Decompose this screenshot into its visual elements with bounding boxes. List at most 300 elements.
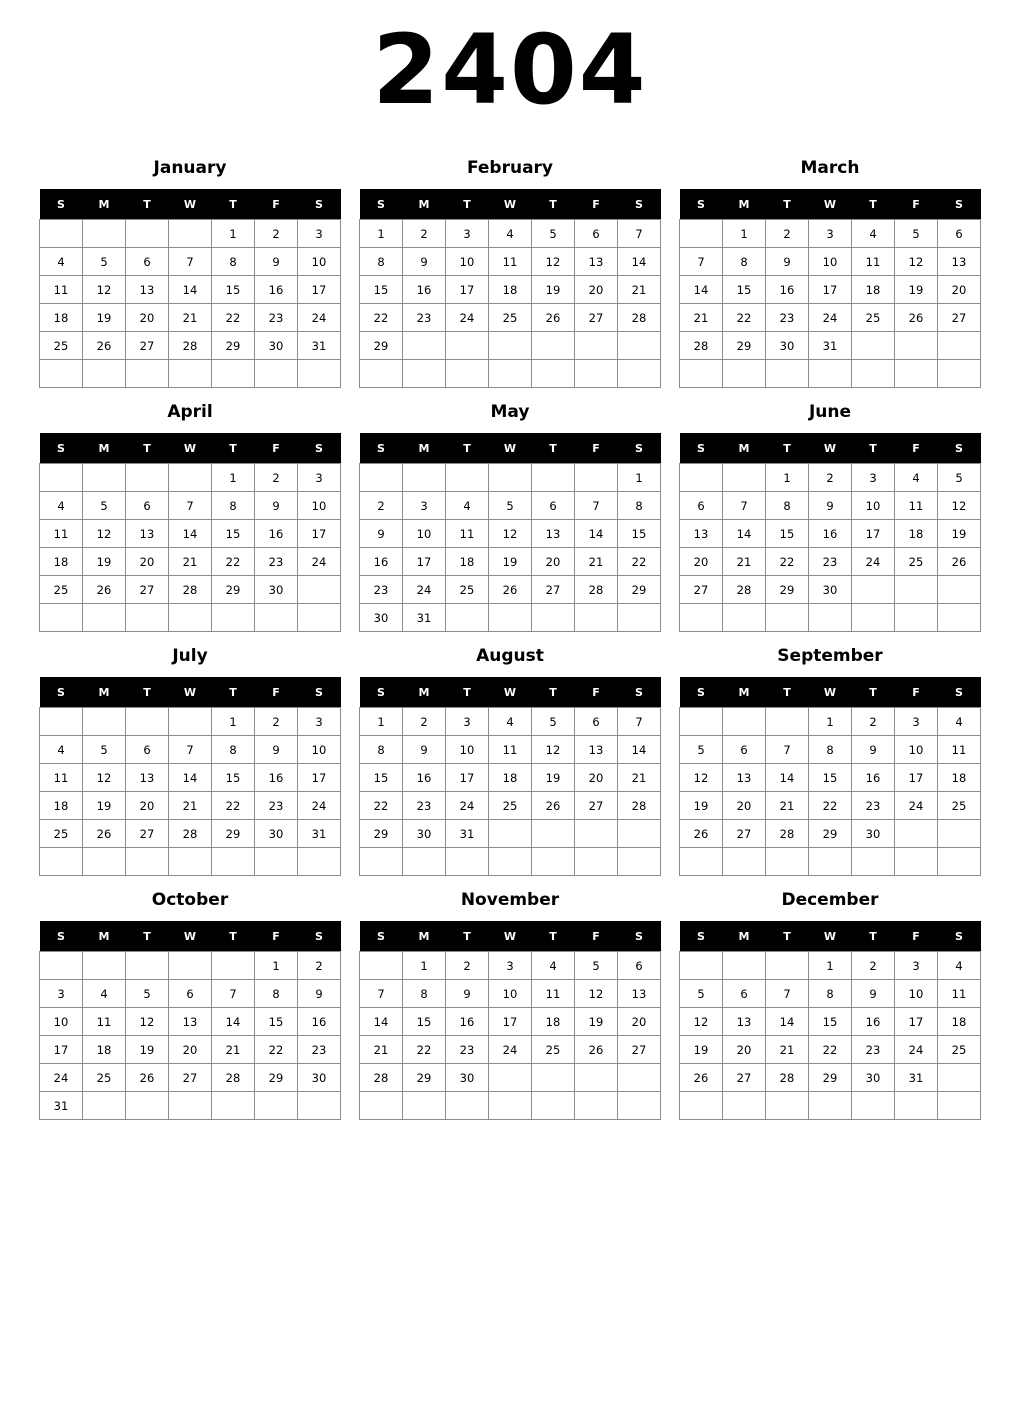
day-cell[interactable]: 6: [575, 220, 618, 248]
day-cell[interactable]: 14: [680, 276, 723, 304]
day-cell[interactable]: 18: [40, 304, 83, 332]
day-cell[interactable]: 7: [618, 708, 661, 736]
day-cell[interactable]: 4: [852, 220, 895, 248]
day-cell[interactable]: 24: [489, 1036, 532, 1064]
day-cell[interactable]: 29: [212, 332, 255, 360]
day-cell[interactable]: 18: [83, 1036, 126, 1064]
day-cell[interactable]: 16: [298, 1008, 341, 1036]
day-cell[interactable]: 25: [40, 820, 83, 848]
day-cell[interactable]: 19: [575, 1008, 618, 1036]
day-cell[interactable]: 27: [618, 1036, 661, 1064]
day-cell[interactable]: 12: [489, 520, 532, 548]
day-cell[interactable]: 11: [938, 980, 981, 1008]
day-cell[interactable]: 28: [618, 792, 661, 820]
day-cell[interactable]: 8: [255, 980, 298, 1008]
day-cell[interactable]: 21: [766, 1036, 809, 1064]
day-cell[interactable]: 26: [532, 792, 575, 820]
day-cell[interactable]: 11: [40, 520, 83, 548]
day-cell[interactable]: 20: [169, 1036, 212, 1064]
day-cell[interactable]: 8: [403, 980, 446, 1008]
day-cell[interactable]: 13: [126, 276, 169, 304]
day-cell[interactable]: 3: [40, 980, 83, 1008]
day-cell[interactable]: 21: [766, 792, 809, 820]
day-cell[interactable]: 8: [809, 980, 852, 1008]
day-cell[interactable]: 2: [446, 952, 489, 980]
day-cell[interactable]: 12: [895, 248, 938, 276]
day-cell[interactable]: 1: [360, 220, 403, 248]
day-cell[interactable]: 13: [723, 1008, 766, 1036]
day-cell[interactable]: 7: [169, 736, 212, 764]
day-cell[interactable]: 3: [895, 708, 938, 736]
day-cell[interactable]: 12: [532, 248, 575, 276]
day-cell[interactable]: 2: [360, 492, 403, 520]
day-cell[interactable]: 7: [212, 980, 255, 1008]
day-cell[interactable]: 14: [360, 1008, 403, 1036]
day-cell[interactable]: 8: [809, 736, 852, 764]
day-cell[interactable]: 2: [403, 220, 446, 248]
day-cell[interactable]: 18: [446, 548, 489, 576]
day-cell[interactable]: 1: [809, 952, 852, 980]
day-cell[interactable]: 11: [40, 276, 83, 304]
day-cell[interactable]: 18: [489, 764, 532, 792]
day-cell[interactable]: 3: [298, 464, 341, 492]
day-cell[interactable]: 28: [766, 820, 809, 848]
day-cell[interactable]: 22: [212, 304, 255, 332]
day-cell[interactable]: 12: [575, 980, 618, 1008]
day-cell[interactable]: 17: [298, 764, 341, 792]
day-cell[interactable]: 29: [255, 1064, 298, 1092]
day-cell[interactable]: 13: [723, 764, 766, 792]
day-cell[interactable]: 15: [809, 764, 852, 792]
day-cell[interactable]: 13: [169, 1008, 212, 1036]
day-cell[interactable]: 8: [360, 736, 403, 764]
day-cell[interactable]: 7: [766, 980, 809, 1008]
day-cell[interactable]: 31: [40, 1092, 83, 1120]
day-cell[interactable]: 14: [618, 248, 661, 276]
day-cell[interactable]: 21: [212, 1036, 255, 1064]
day-cell[interactable]: 5: [532, 220, 575, 248]
day-cell[interactable]: 17: [446, 276, 489, 304]
day-cell[interactable]: 29: [212, 820, 255, 848]
day-cell[interactable]: 11: [489, 736, 532, 764]
day-cell[interactable]: 15: [723, 276, 766, 304]
day-cell[interactable]: 11: [938, 736, 981, 764]
day-cell[interactable]: 22: [403, 1036, 446, 1064]
day-cell[interactable]: 5: [83, 492, 126, 520]
day-cell[interactable]: 2: [298, 952, 341, 980]
day-cell[interactable]: 16: [255, 520, 298, 548]
day-cell[interactable]: 3: [852, 464, 895, 492]
day-cell[interactable]: 1: [766, 464, 809, 492]
day-cell[interactable]: 15: [212, 520, 255, 548]
day-cell[interactable]: 19: [489, 548, 532, 576]
day-cell[interactable]: 17: [895, 764, 938, 792]
day-cell[interactable]: 30: [403, 820, 446, 848]
day-cell[interactable]: 17: [809, 276, 852, 304]
day-cell[interactable]: 29: [403, 1064, 446, 1092]
day-cell[interactable]: 24: [446, 792, 489, 820]
day-cell[interactable]: 28: [766, 1064, 809, 1092]
day-cell[interactable]: 6: [126, 248, 169, 276]
day-cell[interactable]: 29: [212, 576, 255, 604]
day-cell[interactable]: 28: [169, 332, 212, 360]
day-cell[interactable]: 10: [298, 248, 341, 276]
day-cell[interactable]: 19: [680, 1036, 723, 1064]
day-cell[interactable]: 29: [360, 820, 403, 848]
day-cell[interactable]: 20: [126, 792, 169, 820]
day-cell[interactable]: 13: [126, 764, 169, 792]
day-cell[interactable]: 25: [532, 1036, 575, 1064]
day-cell[interactable]: 19: [83, 792, 126, 820]
day-cell[interactable]: 7: [169, 248, 212, 276]
day-cell[interactable]: 25: [852, 304, 895, 332]
day-cell[interactable]: 5: [680, 736, 723, 764]
day-cell[interactable]: 18: [938, 764, 981, 792]
day-cell[interactable]: 6: [723, 736, 766, 764]
day-cell[interactable]: 5: [895, 220, 938, 248]
day-cell[interactable]: 15: [212, 764, 255, 792]
day-cell[interactable]: 22: [809, 792, 852, 820]
day-cell[interactable]: 26: [575, 1036, 618, 1064]
day-cell[interactable]: 11: [446, 520, 489, 548]
day-cell[interactable]: 19: [938, 520, 981, 548]
day-cell[interactable]: 10: [489, 980, 532, 1008]
day-cell[interactable]: 4: [40, 492, 83, 520]
day-cell[interactable]: 22: [809, 1036, 852, 1064]
day-cell[interactable]: 24: [809, 304, 852, 332]
day-cell[interactable]: 5: [680, 980, 723, 1008]
day-cell[interactable]: 14: [766, 764, 809, 792]
day-cell[interactable]: 5: [532, 708, 575, 736]
day-cell[interactable]: 2: [809, 464, 852, 492]
day-cell[interactable]: 2: [255, 708, 298, 736]
day-cell[interactable]: 20: [126, 548, 169, 576]
day-cell[interactable]: 24: [446, 304, 489, 332]
day-cell[interactable]: 5: [489, 492, 532, 520]
day-cell[interactable]: 11: [852, 248, 895, 276]
day-cell[interactable]: 14: [618, 736, 661, 764]
day-cell[interactable]: 26: [680, 820, 723, 848]
day-cell[interactable]: 21: [723, 548, 766, 576]
day-cell[interactable]: 24: [40, 1064, 83, 1092]
day-cell[interactable]: 4: [446, 492, 489, 520]
day-cell[interactable]: 11: [40, 764, 83, 792]
day-cell[interactable]: 6: [126, 736, 169, 764]
day-cell[interactable]: 13: [575, 248, 618, 276]
day-cell[interactable]: 23: [298, 1036, 341, 1064]
day-cell[interactable]: 4: [895, 464, 938, 492]
day-cell[interactable]: 4: [938, 952, 981, 980]
day-cell[interactable]: 27: [723, 1064, 766, 1092]
day-cell[interactable]: 24: [298, 548, 341, 576]
day-cell[interactable]: 23: [852, 1036, 895, 1064]
day-cell[interactable]: 7: [360, 980, 403, 1008]
day-cell[interactable]: 27: [938, 304, 981, 332]
day-cell[interactable]: 21: [618, 276, 661, 304]
day-cell[interactable]: 21: [575, 548, 618, 576]
day-cell[interactable]: 4: [938, 708, 981, 736]
day-cell[interactable]: 3: [403, 492, 446, 520]
day-cell[interactable]: 20: [575, 764, 618, 792]
day-cell[interactable]: 26: [895, 304, 938, 332]
day-cell[interactable]: 2: [255, 220, 298, 248]
day-cell[interactable]: 9: [766, 248, 809, 276]
day-cell[interactable]: 26: [489, 576, 532, 604]
day-cell[interactable]: 1: [212, 220, 255, 248]
day-cell[interactable]: 21: [169, 792, 212, 820]
day-cell[interactable]: 23: [360, 576, 403, 604]
day-cell[interactable]: 26: [938, 548, 981, 576]
day-cell[interactable]: 7: [575, 492, 618, 520]
day-cell[interactable]: 17: [895, 1008, 938, 1036]
day-cell[interactable]: 14: [169, 520, 212, 548]
day-cell[interactable]: 6: [126, 492, 169, 520]
day-cell[interactable]: 12: [83, 764, 126, 792]
day-cell[interactable]: 22: [766, 548, 809, 576]
day-cell[interactable]: 12: [680, 764, 723, 792]
day-cell[interactable]: 10: [298, 736, 341, 764]
day-cell[interactable]: 7: [618, 220, 661, 248]
day-cell[interactable]: 21: [169, 548, 212, 576]
day-cell[interactable]: 9: [403, 248, 446, 276]
day-cell[interactable]: 27: [126, 576, 169, 604]
day-cell[interactable]: 30: [255, 332, 298, 360]
day-cell[interactable]: 3: [895, 952, 938, 980]
day-cell[interactable]: 8: [212, 736, 255, 764]
day-cell[interactable]: 2: [852, 708, 895, 736]
day-cell[interactable]: 2: [852, 952, 895, 980]
day-cell[interactable]: 23: [255, 548, 298, 576]
day-cell[interactable]: 12: [938, 492, 981, 520]
day-cell[interactable]: 15: [212, 276, 255, 304]
day-cell[interactable]: 6: [169, 980, 212, 1008]
day-cell[interactable]: 19: [895, 276, 938, 304]
day-cell[interactable]: 27: [126, 332, 169, 360]
day-cell[interactable]: 9: [298, 980, 341, 1008]
day-cell[interactable]: 20: [723, 1036, 766, 1064]
day-cell[interactable]: 16: [403, 764, 446, 792]
day-cell[interactable]: 25: [938, 792, 981, 820]
day-cell[interactable]: 19: [83, 304, 126, 332]
day-cell[interactable]: 2: [766, 220, 809, 248]
day-cell[interactable]: 31: [298, 332, 341, 360]
day-cell[interactable]: 31: [809, 332, 852, 360]
day-cell[interactable]: 29: [809, 820, 852, 848]
day-cell[interactable]: 23: [766, 304, 809, 332]
day-cell[interactable]: 25: [40, 576, 83, 604]
day-cell[interactable]: 2: [403, 708, 446, 736]
day-cell[interactable]: 24: [852, 548, 895, 576]
day-cell[interactable]: 11: [895, 492, 938, 520]
day-cell[interactable]: 22: [360, 304, 403, 332]
day-cell[interactable]: 18: [532, 1008, 575, 1036]
day-cell[interactable]: 23: [446, 1036, 489, 1064]
day-cell[interactable]: 30: [809, 576, 852, 604]
day-cell[interactable]: 16: [446, 1008, 489, 1036]
day-cell[interactable]: 15: [360, 276, 403, 304]
day-cell[interactable]: 17: [403, 548, 446, 576]
day-cell[interactable]: 23: [403, 792, 446, 820]
day-cell[interactable]: 3: [489, 952, 532, 980]
day-cell[interactable]: 26: [532, 304, 575, 332]
day-cell[interactable]: 30: [766, 332, 809, 360]
day-cell[interactable]: 18: [895, 520, 938, 548]
day-cell[interactable]: 28: [575, 576, 618, 604]
day-cell[interactable]: 10: [446, 736, 489, 764]
day-cell[interactable]: 5: [575, 952, 618, 980]
day-cell[interactable]: 4: [489, 708, 532, 736]
day-cell[interactable]: 10: [40, 1008, 83, 1036]
day-cell[interactable]: 1: [360, 708, 403, 736]
day-cell[interactable]: 6: [680, 492, 723, 520]
day-cell[interactable]: 20: [575, 276, 618, 304]
day-cell[interactable]: 9: [255, 248, 298, 276]
day-cell[interactable]: 16: [255, 276, 298, 304]
day-cell[interactable]: 31: [446, 820, 489, 848]
day-cell[interactable]: 7: [723, 492, 766, 520]
day-cell[interactable]: 16: [852, 764, 895, 792]
day-cell[interactable]: 23: [852, 792, 895, 820]
day-cell[interactable]: 13: [575, 736, 618, 764]
day-cell[interactable]: 20: [618, 1008, 661, 1036]
day-cell[interactable]: 9: [360, 520, 403, 548]
day-cell[interactable]: 22: [212, 792, 255, 820]
day-cell[interactable]: 26: [680, 1064, 723, 1092]
day-cell[interactable]: 28: [723, 576, 766, 604]
day-cell[interactable]: 30: [446, 1064, 489, 1092]
day-cell[interactable]: 16: [360, 548, 403, 576]
day-cell[interactable]: 31: [298, 820, 341, 848]
day-cell[interactable]: 27: [126, 820, 169, 848]
day-cell[interactable]: 10: [895, 736, 938, 764]
day-cell[interactable]: 22: [212, 548, 255, 576]
day-cell[interactable]: 20: [532, 548, 575, 576]
day-cell[interactable]: 9: [255, 736, 298, 764]
day-cell[interactable]: 19: [126, 1036, 169, 1064]
day-cell[interactable]: 17: [489, 1008, 532, 1036]
day-cell[interactable]: 9: [255, 492, 298, 520]
day-cell[interactable]: 9: [852, 980, 895, 1008]
day-cell[interactable]: 16: [809, 520, 852, 548]
day-cell[interactable]: 27: [575, 792, 618, 820]
day-cell[interactable]: 24: [298, 792, 341, 820]
day-cell[interactable]: 4: [40, 248, 83, 276]
day-cell[interactable]: 10: [852, 492, 895, 520]
day-cell[interactable]: 24: [298, 304, 341, 332]
day-cell[interactable]: 12: [126, 1008, 169, 1036]
day-cell[interactable]: 1: [618, 464, 661, 492]
day-cell[interactable]: 6: [938, 220, 981, 248]
day-cell[interactable]: 2: [255, 464, 298, 492]
day-cell[interactable]: 3: [809, 220, 852, 248]
day-cell[interactable]: 8: [360, 248, 403, 276]
day-cell[interactable]: 28: [212, 1064, 255, 1092]
day-cell[interactable]: 9: [403, 736, 446, 764]
day-cell[interactable]: 12: [680, 1008, 723, 1036]
day-cell[interactable]: 8: [212, 492, 255, 520]
day-cell[interactable]: 4: [489, 220, 532, 248]
day-cell[interactable]: 16: [766, 276, 809, 304]
day-cell[interactable]: 7: [169, 492, 212, 520]
day-cell[interactable]: 23: [255, 792, 298, 820]
day-cell[interactable]: 29: [618, 576, 661, 604]
day-cell[interactable]: 3: [446, 220, 489, 248]
day-cell[interactable]: 20: [723, 792, 766, 820]
day-cell[interactable]: 9: [446, 980, 489, 1008]
day-cell[interactable]: 25: [446, 576, 489, 604]
day-cell[interactable]: 13: [938, 248, 981, 276]
day-cell[interactable]: 18: [40, 548, 83, 576]
day-cell[interactable]: 28: [360, 1064, 403, 1092]
day-cell[interactable]: 8: [212, 248, 255, 276]
day-cell[interactable]: 6: [532, 492, 575, 520]
day-cell[interactable]: 12: [532, 736, 575, 764]
day-cell[interactable]: 18: [938, 1008, 981, 1036]
day-cell[interactable]: 16: [255, 764, 298, 792]
day-cell[interactable]: 17: [298, 276, 341, 304]
day-cell[interactable]: 22: [360, 792, 403, 820]
day-cell[interactable]: 31: [403, 604, 446, 632]
day-cell[interactable]: 25: [489, 792, 532, 820]
day-cell[interactable]: 7: [766, 736, 809, 764]
day-cell[interactable]: 14: [169, 764, 212, 792]
day-cell[interactable]: 17: [852, 520, 895, 548]
day-cell[interactable]: 15: [360, 764, 403, 792]
day-cell[interactable]: 1: [212, 708, 255, 736]
day-cell[interactable]: 19: [83, 548, 126, 576]
day-cell[interactable]: 22: [618, 548, 661, 576]
day-cell[interactable]: 4: [40, 736, 83, 764]
day-cell[interactable]: 12: [83, 276, 126, 304]
day-cell[interactable]: 24: [403, 576, 446, 604]
day-cell[interactable]: 17: [446, 764, 489, 792]
day-cell[interactable]: 27: [680, 576, 723, 604]
day-cell[interactable]: 22: [255, 1036, 298, 1064]
day-cell[interactable]: 21: [680, 304, 723, 332]
day-cell[interactable]: 13: [532, 520, 575, 548]
day-cell[interactable]: 8: [766, 492, 809, 520]
day-cell[interactable]: 8: [723, 248, 766, 276]
day-cell[interactable]: 25: [489, 304, 532, 332]
day-cell[interactable]: 19: [680, 792, 723, 820]
day-cell[interactable]: 30: [852, 820, 895, 848]
day-cell[interactable]: 4: [83, 980, 126, 1008]
day-cell[interactable]: 24: [895, 1036, 938, 1064]
day-cell[interactable]: 20: [126, 304, 169, 332]
day-cell[interactable]: 27: [169, 1064, 212, 1092]
day-cell[interactable]: 8: [618, 492, 661, 520]
day-cell[interactable]: 29: [766, 576, 809, 604]
day-cell[interactable]: 28: [618, 304, 661, 332]
day-cell[interactable]: 1: [255, 952, 298, 980]
day-cell[interactable]: 18: [40, 792, 83, 820]
day-cell[interactable]: 15: [255, 1008, 298, 1036]
day-cell[interactable]: 5: [938, 464, 981, 492]
day-cell[interactable]: 10: [403, 520, 446, 548]
day-cell[interactable]: 10: [895, 980, 938, 1008]
day-cell[interactable]: 24: [895, 792, 938, 820]
day-cell[interactable]: 9: [852, 736, 895, 764]
day-cell[interactable]: 30: [255, 820, 298, 848]
day-cell[interactable]: 29: [809, 1064, 852, 1092]
day-cell[interactable]: 28: [169, 820, 212, 848]
day-cell[interactable]: 27: [532, 576, 575, 604]
day-cell[interactable]: 5: [83, 248, 126, 276]
day-cell[interactable]: 21: [360, 1036, 403, 1064]
day-cell[interactable]: 11: [489, 248, 532, 276]
day-cell[interactable]: 28: [169, 576, 212, 604]
day-cell[interactable]: 22: [723, 304, 766, 332]
